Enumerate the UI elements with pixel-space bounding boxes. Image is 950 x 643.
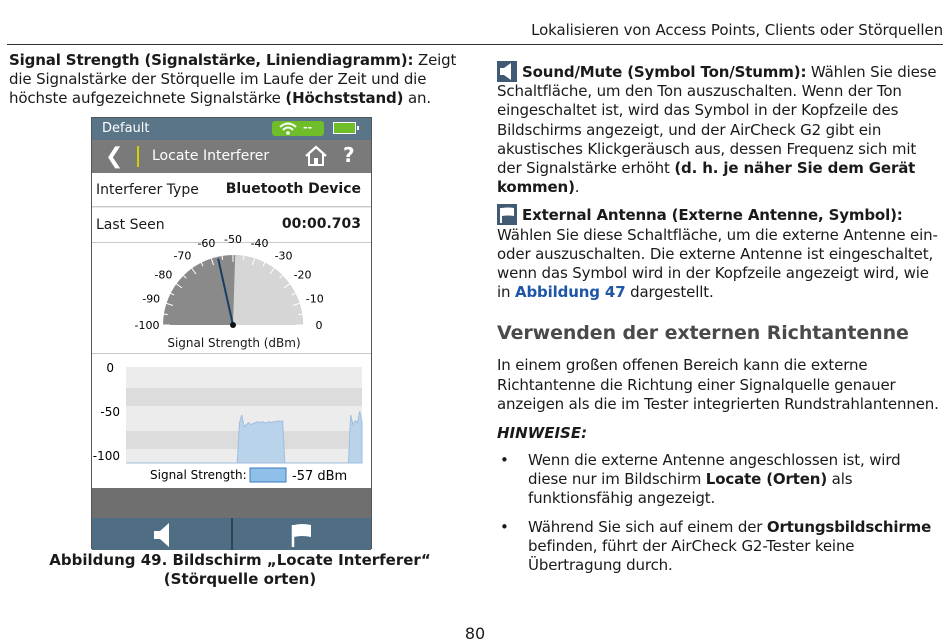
external-antenna-button[interactable] (233, 518, 372, 550)
gauge-tick-label: -30 (274, 249, 293, 263)
caption-line-2: (Störquelle orten) (163, 570, 317, 588)
gauge-tick-mark (222, 256, 223, 260)
sound-mute-button[interactable] (92, 518, 231, 550)
home-icon[interactable] (304, 145, 328, 167)
last-seen-value: 00:00.703 (281, 216, 361, 232)
y-tick-neg100: -100 (92, 449, 120, 463)
gauge-tick-label: -60 (197, 237, 216, 251)
gauge-tick-label: -80 (154, 268, 173, 282)
speaker-icon (497, 61, 517, 82)
term-hoechststand: (Höchststand) (285, 89, 404, 108)
y-tick-0: 0 (106, 361, 114, 375)
gauge-tick-label: -40 (250, 237, 269, 251)
gauge-label: Signal Strength (dBm) (167, 336, 301, 350)
notes-list (497, 451, 942, 575)
note-item (497, 451, 942, 509)
flag-icon (291, 522, 313, 548)
figure-caption (9, 551, 471, 589)
text: Wählen Sie diese Schaltfläche, um die externe Antenne ein- oder auszuschalten. Die externe Antenne ist eingeschaltet, wenn das Symbol wird in der Kopfzeile angezeigt wird, wie in (497, 225, 938, 302)
flag-icon (497, 204, 517, 225)
signal-gauge (92, 233, 371, 354)
header-rule (7, 44, 943, 45)
interferer-type-value: Bluetooth Device (225, 181, 361, 197)
gauge-tick-mark (298, 314, 302, 315)
gauge-tick-label: -20 (293, 268, 312, 282)
term-external-antenna: External Antenna (Externe Antenne, Symbol): (522, 206, 903, 225)
wifi-icon (278, 121, 298, 136)
help-icon[interactable]: ? (343, 143, 355, 167)
gauge-hub (230, 322, 236, 328)
plot-band (126, 388, 362, 406)
signal-graph-svg (92, 354, 371, 488)
term-signal-strength: Signal Strength (Signalstärke, Liniendiagramm): (9, 51, 414, 69)
note-item (497, 518, 942, 576)
graph-legend-value: -57 dBm (292, 469, 348, 484)
gauge-tick-label: -50 (224, 233, 242, 246)
page-number: 80 (464, 624, 486, 643)
gauge-peak-area (233, 255, 303, 325)
gauge-tick-label: -10 (305, 292, 324, 306)
device-status-bar (92, 118, 371, 140)
signal-graph (92, 354, 371, 488)
y-tick-neg50: -50 (100, 405, 120, 419)
caption-line-1: Abbildung 49. Bildschirm „Locate Interferer“ (49, 551, 431, 569)
gauge-tick-label: -90 (142, 292, 161, 306)
gauge-tick-label: 0 (315, 319, 323, 332)
interferer-type-label: Interferer Type (96, 182, 199, 198)
gauge-tick-mark (164, 314, 168, 315)
device-spacer (92, 488, 371, 518)
section-heading: Verwenden der externen Richtantenne (497, 322, 909, 345)
gauge-tick-label: -100 (134, 319, 160, 332)
text: . (574, 178, 580, 197)
term-closer: (d. h. je näher Sie dem Gerät kommen) (497, 159, 916, 197)
gauge-tick-mark (243, 256, 244, 260)
text: dargestellt. (625, 283, 714, 302)
notes-title: HINWEISE: (497, 424, 588, 443)
text: Wählen Sie diese Schaltfläche, um den Ton auszuschalten. Wenn der Ton eingeschaltet ist, wird das Symbol in der Kopfzeile des Bildschirms angezeigt, und der AirCheck G2 gibt ein akustisches Klickgeräusch aus, dessen Frequenz sich mit der Signalstärke erhöht (497, 63, 937, 178)
term-ortungsbildschirme: Ortungsbildschirme (766, 517, 932, 536)
running-header: Lokalisieren von Access Points, Clients oder Störquellen (531, 21, 943, 39)
interferer-type-row (92, 173, 371, 207)
term-sound-mute: Sound/Mute (Symbol Ton/Stumm): (522, 63, 807, 81)
wifi-status-text: -- (303, 121, 313, 134)
speaker-icon (152, 522, 172, 548)
text: an. (403, 89, 431, 108)
signal-strength-description (9, 51, 471, 109)
bullet: • (500, 451, 509, 470)
device-footer (92, 518, 371, 550)
right-column (497, 61, 942, 575)
gauge-svg (92, 233, 371, 353)
device-title-bar (92, 140, 371, 173)
bullet: • (500, 517, 509, 536)
figure-47-link[interactable]: Abbildung 47 (515, 283, 626, 302)
profile-label: Default (102, 121, 150, 136)
screen-title: Locate Interferer (152, 148, 270, 164)
text: Zeigt die Signalstärke der Störquelle im Laufe der Zeit und die höchste aufgezeichnete Signalstärke (9, 51, 457, 108)
sound-mute-description (497, 61, 942, 197)
title-separator (137, 146, 139, 167)
left-column (9, 51, 471, 109)
antenna-paragraph: In einem großen offenen Bereich kann die externe Richtantenne die Richtung einer Signalquelle genauer anzeigen als die im Tester integrierten Rundstrahlantennen. (497, 356, 939, 413)
text: Während Sie sich auf einem der (528, 517, 767, 536)
wifi-status-badge (272, 121, 324, 136)
text: Wenn die externe Antenne angeschlossen ist, wird diese nur im Bildschirm (528, 451, 901, 489)
device-screenshot (91, 117, 372, 549)
graph-legend-swatch (250, 468, 286, 482)
back-icon[interactable]: ❮ (105, 144, 124, 169)
last-seen-label: Last Seen (96, 217, 165, 233)
term-locate: Locate (Orten) (705, 470, 828, 489)
graph-legend-label: Signal Strength: (150, 468, 247, 482)
gauge-tick-label: -70 (173, 249, 192, 263)
text: als funktionsfähig angezeigt. (528, 470, 853, 508)
battery-icon (333, 122, 356, 134)
text: befinden, führt der AirCheck G2-Tester keine Übertragung durch. (528, 536, 855, 575)
external-antenna-description (497, 204, 942, 302)
